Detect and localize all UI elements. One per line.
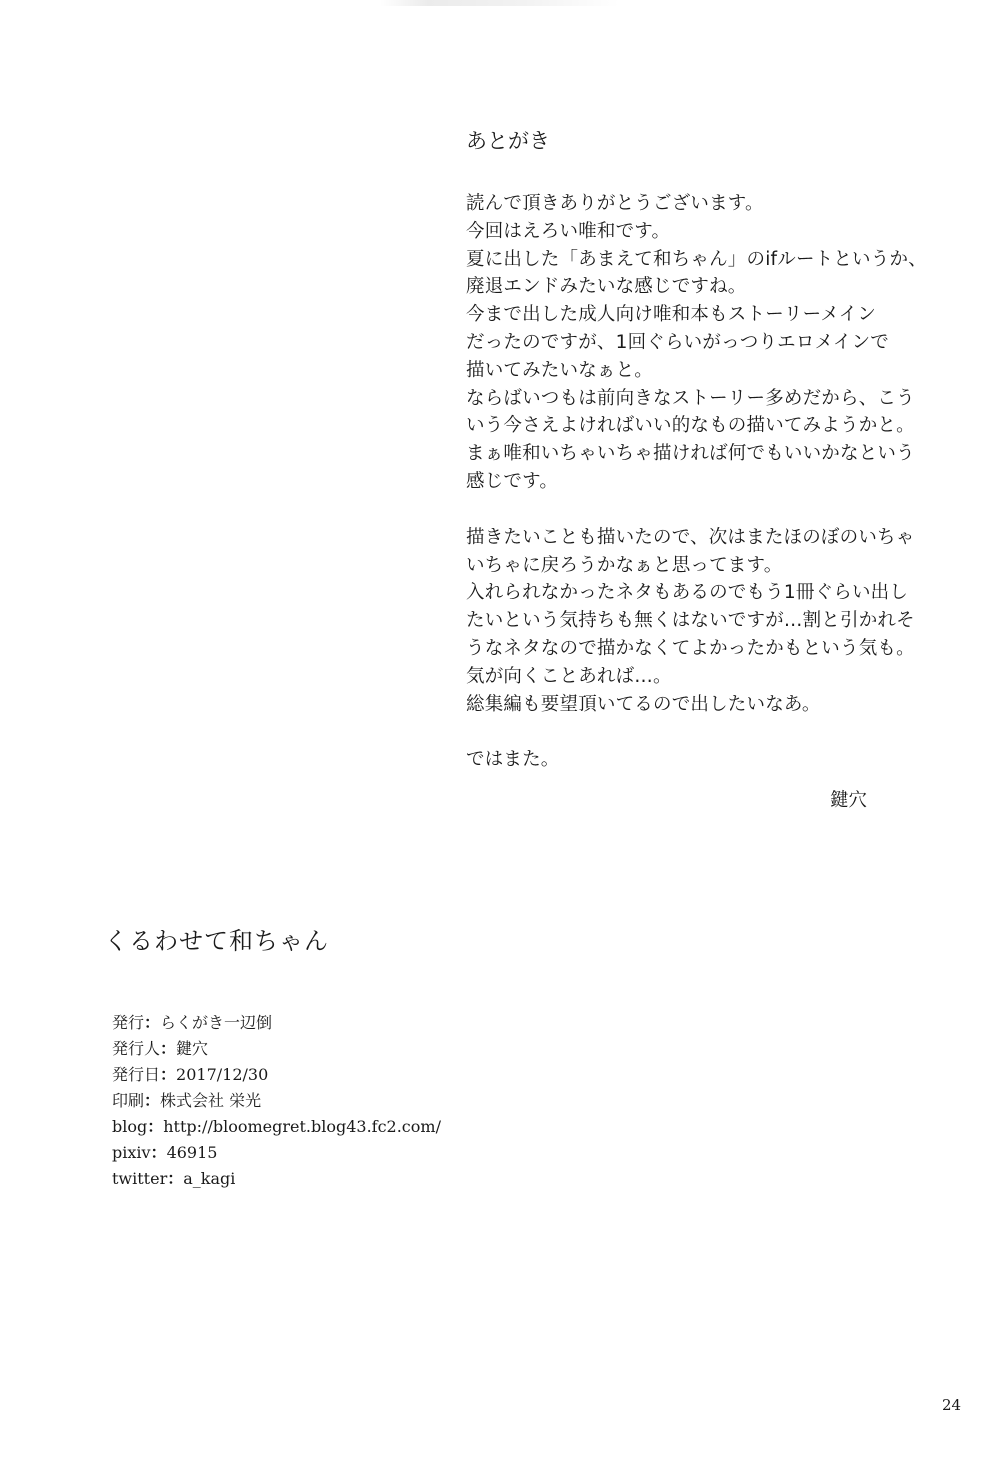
author-signature: 鍵穴 (830, 790, 868, 811)
afterword-line: ならばいつもは前向きなストーリー多めだから、こう (466, 387, 915, 409)
colophon-row-issuer (112, 1036, 441, 1062)
afterword-line: 描いてみたいなぁと。 (466, 359, 654, 381)
colophon-separator: ： (147, 1117, 164, 1136)
colophon-value: 2017/12/30 (176, 1065, 269, 1084)
colophon-separator: ： (160, 1039, 177, 1058)
colophon-row-date (112, 1062, 441, 1088)
colophon-row-printer (112, 1088, 441, 1114)
colophon-separator: ： (144, 1013, 161, 1032)
colophon-row-pixiv (112, 1140, 441, 1166)
afterword-line: 読んで頂きありがとうございます。 (466, 193, 764, 214)
page-number: 24 (942, 1396, 962, 1414)
colophon-separator: ： (150, 1143, 167, 1162)
colophon-label: 発行 (112, 1013, 145, 1032)
afterword-line: たいという気持ちも無くはないですが…割と引かれそ (466, 610, 915, 632)
scan-smudge (380, 0, 620, 6)
colophon-value: a_kagi (183, 1169, 236, 1188)
afterword-line: 気が向くことあれば…。 (466, 665, 672, 687)
afterword-line: 描きたいことも描いたので、次はまたほのぼのいちゃ (466, 526, 915, 548)
afterword-line: ではまた。 (466, 749, 560, 771)
colophon-row-publisher (112, 1010, 441, 1036)
colophon-separator: ： (167, 1169, 184, 1188)
afterword-line: まぁ唯和いちゃいちゃ描ければ何でもいいかなという (466, 443, 915, 465)
afterword-line: 感じです。 (466, 470, 559, 492)
colophon-label: 印刷 (112, 1091, 145, 1110)
colophon-label: twitter (112, 1169, 168, 1188)
afterword-line: 夏に出した「あまえて和ちゃん」のifルートというか、 (466, 248, 927, 270)
colophon-label: blog (112, 1117, 148, 1136)
colophon-row-twitter (112, 1166, 441, 1192)
colophon-value: 46915 (166, 1143, 218, 1162)
afterword-line: 今まで出した成人向け唯和本もストーリーメイン (466, 304, 877, 326)
afterword-title: あとがき (466, 129, 550, 153)
colophon-label: pixiv (112, 1143, 151, 1162)
afterword-line: いう今さえよければいい的なもの描いてみようかと。 (466, 415, 915, 437)
book-title: くるわせて和ちゃん (104, 927, 329, 955)
afterword-line: 今回はえろい唯和です。 (466, 220, 671, 242)
afterword-line: だったのですが、1回ぐらいがっつりエロメインで (466, 331, 890, 353)
colophon-row-blog (112, 1114, 441, 1140)
afterword-line: 廃退エンドみたいな感じですね。 (466, 276, 747, 298)
afterword-line: うなネタなので描かなくてよかったかもという気も。 (466, 637, 915, 659)
colophon-separator: ： (144, 1091, 161, 1110)
colophon (112, 1010, 441, 1192)
colophon-separator: ： (160, 1065, 177, 1084)
afterword-paragraph (466, 524, 986, 719)
afterword-line: 総集編も要望頂いてるので出したいなあ。 (466, 693, 821, 715)
afterword-paragraph (466, 746, 986, 774)
afterword-paragraph (466, 190, 986, 496)
blog-url: http://bloomegret.blog43.fc2.com/ (163, 1117, 441, 1136)
afterword-line: 入れられなかったネタもあるのでもう1冊ぐらい出し (466, 582, 909, 604)
colophon-value: 鍵穴 (176, 1039, 209, 1058)
colophon-label: 発行人 (112, 1039, 161, 1058)
colophon-value: らくがき一辺倒 (160, 1013, 273, 1032)
afterword-section (466, 126, 986, 774)
afterword-line: いちゃに戻ろうかなぁと思ってます。 (466, 554, 783, 576)
colophon-value: 株式会社 栄光 (160, 1091, 262, 1110)
colophon-label: 発行日 (112, 1065, 161, 1084)
